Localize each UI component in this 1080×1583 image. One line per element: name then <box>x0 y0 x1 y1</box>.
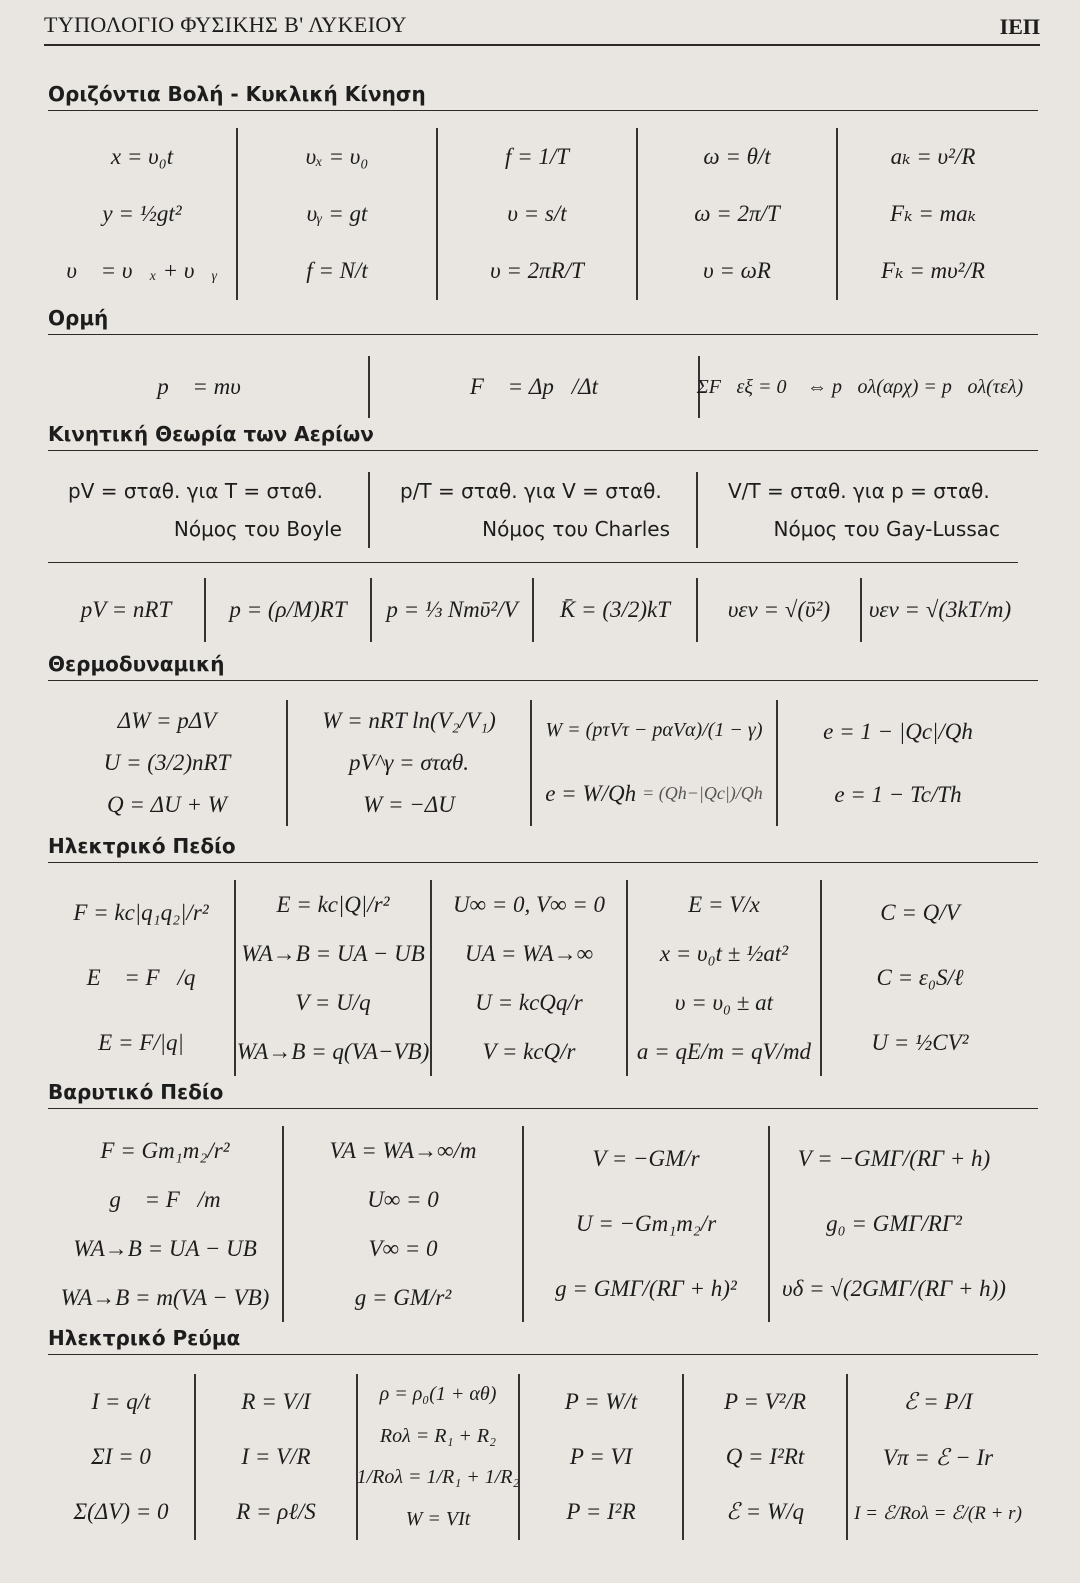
section-title-momentum: Ορμή <box>48 306 1038 335</box>
section-title-gravity: Βαρυτικό Πεδίο <box>48 1080 1038 1109</box>
formula: e = W/Qh <box>545 780 637 806</box>
page-title: ΤΥΠΟΛΟΓΙΟ ΦΥΣΙΚΗΣ Β' ΛΥΚΕΙΟΥ <box>44 12 407 37</box>
formula: K̄ = (3/2)kT <box>559 597 671 622</box>
formula: U = (3/2)nRT <box>103 750 231 775</box>
formula-column <box>822 880 1018 1076</box>
formula: a = qE/m = qV/md <box>636 1038 812 1064</box>
formula-column <box>48 1126 284 1322</box>
formula: pV = nRT <box>80 597 172 622</box>
formula: p⃗ = mυ⃗ <box>157 374 259 399</box>
formula: P = I²R <box>566 1499 636 1525</box>
law-name: Νόμος του Charles <box>482 517 670 541</box>
formula: V = kcQ/r <box>482 1038 576 1064</box>
formula: Rολ = R₁ + R₂ <box>379 1424 497 1447</box>
formula: υδ = √(2GMΓ/(RΓ + h)) <box>782 1276 1006 1302</box>
formula-column <box>770 1126 1018 1322</box>
law-column <box>370 472 698 548</box>
law-name: Νόμος του Gay-Lussac <box>773 517 1000 541</box>
formula: WA→B = q(VA−VB) <box>236 1038 430 1064</box>
formula: V = −GMΓ/(RΓ + h) <box>797 1145 991 1171</box>
law-column <box>698 472 1018 548</box>
formula-column <box>236 880 432 1076</box>
formula: F⃗ = Δp⃗/Δt <box>469 374 599 399</box>
formula: WA→B = m(VA − VB) <box>60 1284 270 1310</box>
formula-column <box>698 578 862 642</box>
formula-column <box>196 1374 358 1540</box>
formula: Fₖ = maₖ <box>890 200 976 226</box>
formula: Vπ = ℰ − Ir <box>882 1445 994 1471</box>
formula: W = (pτVτ − pαVα)/(1 − γ) <box>545 719 763 742</box>
law-formula: V/T = σταθ. για p = σταθ. <box>728 479 990 503</box>
formula: ℰ = P/I <box>903 1389 973 1415</box>
formula: υεν = √(ῡ²) <box>727 597 831 622</box>
formula: ℰ = W/q <box>726 1499 804 1525</box>
formula: υₓ = υ₀ <box>305 143 369 169</box>
formula-column <box>696 356 1024 418</box>
section-divider <box>48 562 1018 563</box>
formula: g = GMΓ/(RΓ + h)² <box>555 1276 737 1302</box>
formula: y = ½gt² <box>102 200 182 226</box>
formula: P = W/t <box>564 1388 638 1414</box>
section-title-thermo: Θερμοδυναμική <box>48 652 1038 681</box>
formula-column <box>48 356 370 418</box>
formula: V = U/q <box>295 989 371 1015</box>
formula-column <box>534 578 698 642</box>
formula: υ = s/t <box>507 200 567 226</box>
formula: f = 1/T <box>504 143 570 169</box>
formula-column <box>370 356 700 418</box>
formula-column <box>284 1126 524 1322</box>
formula: E = F/|q| <box>98 1030 184 1056</box>
formula: aₖ = υ²/R <box>890 143 976 169</box>
page-header <box>44 10 1040 46</box>
formula: WA→B = UA − UB <box>73 1235 257 1261</box>
section-gravity-formulas <box>48 1126 1018 1322</box>
formula: ρ = ρ₀(1 + αθ) <box>379 1383 497 1406</box>
formula: UA = WA→∞ <box>464 940 594 966</box>
formula: e = 1 − Tc/Th <box>834 781 962 807</box>
formula: R = V/I <box>241 1388 311 1414</box>
formula-column <box>638 128 838 300</box>
formula: ω = θ/t <box>703 143 771 169</box>
formula: ω = 2π/T <box>694 200 780 226</box>
formula: V = −GM/r <box>592 1145 700 1171</box>
section-thermo-formulas <box>48 700 1018 826</box>
formula: x = υ₀t <box>110 143 174 169</box>
section-momentum-formulas <box>48 356 1024 418</box>
formula-column <box>48 128 238 300</box>
formula: R = ρℓ/S <box>236 1499 316 1525</box>
formula-column <box>372 578 534 642</box>
formula: Q = ΔU + W <box>107 792 227 817</box>
formula: U = −Gm₁m₂/r <box>575 1210 717 1236</box>
formula: P = V²/R <box>723 1388 807 1414</box>
formula-column <box>862 578 1018 642</box>
formula: g = GM/r² <box>354 1284 452 1310</box>
law-column <box>48 472 370 548</box>
section-current-formulas <box>48 1374 1028 1540</box>
formula: ΣF⃗εξ = 0⃗ ⇔ p⃗ολ(αρχ) = p⃗ολ(τελ) <box>696 375 1024 398</box>
formula: e = 1 − |Qc|/Qh <box>823 718 973 744</box>
section-title-horizontal: Οριζόντια Βολή - Κυκλική Κίνηση <box>48 82 1038 111</box>
formula: U∞ = 0 <box>367 1186 439 1212</box>
formula-column <box>438 128 638 300</box>
formula: E⃗ = F⃗/q <box>86 964 196 990</box>
formula: W = −ΔU <box>363 792 455 817</box>
formula: V∞ = 0 <box>368 1235 438 1261</box>
formula: p = (ρ/M)RT <box>229 597 347 622</box>
formula-column <box>48 578 206 642</box>
formula-column <box>520 1374 684 1540</box>
section-title-gases: Κινητική Θεωρία των Αερίων <box>48 422 1038 451</box>
law-formula: pV = σταθ. για T = σταθ. <box>68 479 324 503</box>
formula: υᵧ = gt <box>306 200 368 226</box>
formula-column <box>48 1374 196 1540</box>
formula: U∞ = 0, V∞ = 0 <box>453 891 605 917</box>
section-horizontal-formulas <box>48 128 1028 300</box>
formula: W = VIt <box>405 1507 471 1530</box>
formula: p = ⅓ Nmῡ²/V <box>386 597 518 622</box>
formula: υ = ωR <box>703 258 771 284</box>
formula: U = kcQq/r <box>475 989 583 1015</box>
formula-column <box>432 880 628 1076</box>
formula: E = V/x <box>688 891 760 917</box>
efficiency-row <box>545 781 763 807</box>
formula-column <box>778 700 1018 826</box>
formula: x = υ₀t ± ½at² <box>659 940 789 966</box>
section-gas-laws <box>48 472 1018 548</box>
formula: ΣI = 0 <box>91 1443 151 1469</box>
formula-column <box>684 1374 848 1540</box>
formula: C = ε₀S/ℓ <box>876 964 964 990</box>
section-title-electric: Ηλεκτρικό Πεδίο <box>48 834 1038 863</box>
formula: g⃗ = F⃗/m <box>109 1186 221 1212</box>
formula-column <box>288 700 532 826</box>
formula: C = Q/V <box>880 899 960 925</box>
formula: F = Gm₁m₂/r² <box>100 1137 230 1163</box>
formula: P = VI <box>569 1443 633 1469</box>
section-title-current: Ηλεκτρικό Ρεύμα <box>48 1326 1038 1355</box>
formula: υ = 2πR/T <box>490 258 584 284</box>
formula-column <box>532 700 778 826</box>
section-electric-formulas <box>48 880 1018 1076</box>
formula-column <box>524 1126 770 1322</box>
formula: 1/Rολ = 1/R₁ + 1/R₂ <box>356 1466 520 1489</box>
formula: Fₖ = mυ²/R <box>881 258 985 284</box>
formula: W = nRT ln(V₂/V₁) <box>322 708 496 733</box>
formula-column <box>48 880 236 1076</box>
formula-column <box>358 1374 520 1540</box>
section-gas-formulas <box>48 578 1018 642</box>
formula-column <box>206 578 372 642</box>
formula: Σ(ΔV) = 0 <box>73 1499 169 1525</box>
brand-label: ΙΕΠ <box>999 14 1040 39</box>
law-name: Νόμος του Boyle <box>173 517 342 541</box>
formula: U = ½CV² <box>871 1030 969 1056</box>
formula: I = ℰ/Rολ = ℰ/(R + r) <box>854 1502 1022 1524</box>
handwritten-note: = (Qh−|Qc|)/Qh <box>642 783 763 804</box>
formula: I = V/R <box>241 1443 311 1469</box>
formula: pV^γ = σταθ. <box>348 750 470 775</box>
formula-column <box>838 128 1028 300</box>
formula-column <box>848 1374 1028 1540</box>
formula-column <box>238 128 438 300</box>
formula: I = q/t <box>91 1388 151 1414</box>
formula: WA→B = UA − UB <box>241 940 425 966</box>
formula: g₀ = GMΓ/RΓ² <box>826 1210 962 1236</box>
formula: ΔW = pΔV <box>117 708 217 733</box>
formula: υ = υ₀ ± at <box>674 989 774 1015</box>
formula-column <box>48 700 288 826</box>
formula-column <box>628 880 822 1076</box>
formula: υεν = √(3kT/m) <box>868 597 1012 622</box>
formula: υ⃗ = υ⃗ₓ + υ⃗ᵧ <box>66 258 218 284</box>
formula: F = kc|q₁q₂|/r² <box>73 899 209 925</box>
formula: VA = WA→∞/m <box>329 1137 477 1163</box>
formula: f = N/t <box>306 258 368 284</box>
formula: Q = I²Rt <box>725 1443 805 1469</box>
law-formula: p/T = σταθ. για V = σταθ. <box>400 479 662 503</box>
formula: E = kc|Q|/r² <box>276 891 390 917</box>
